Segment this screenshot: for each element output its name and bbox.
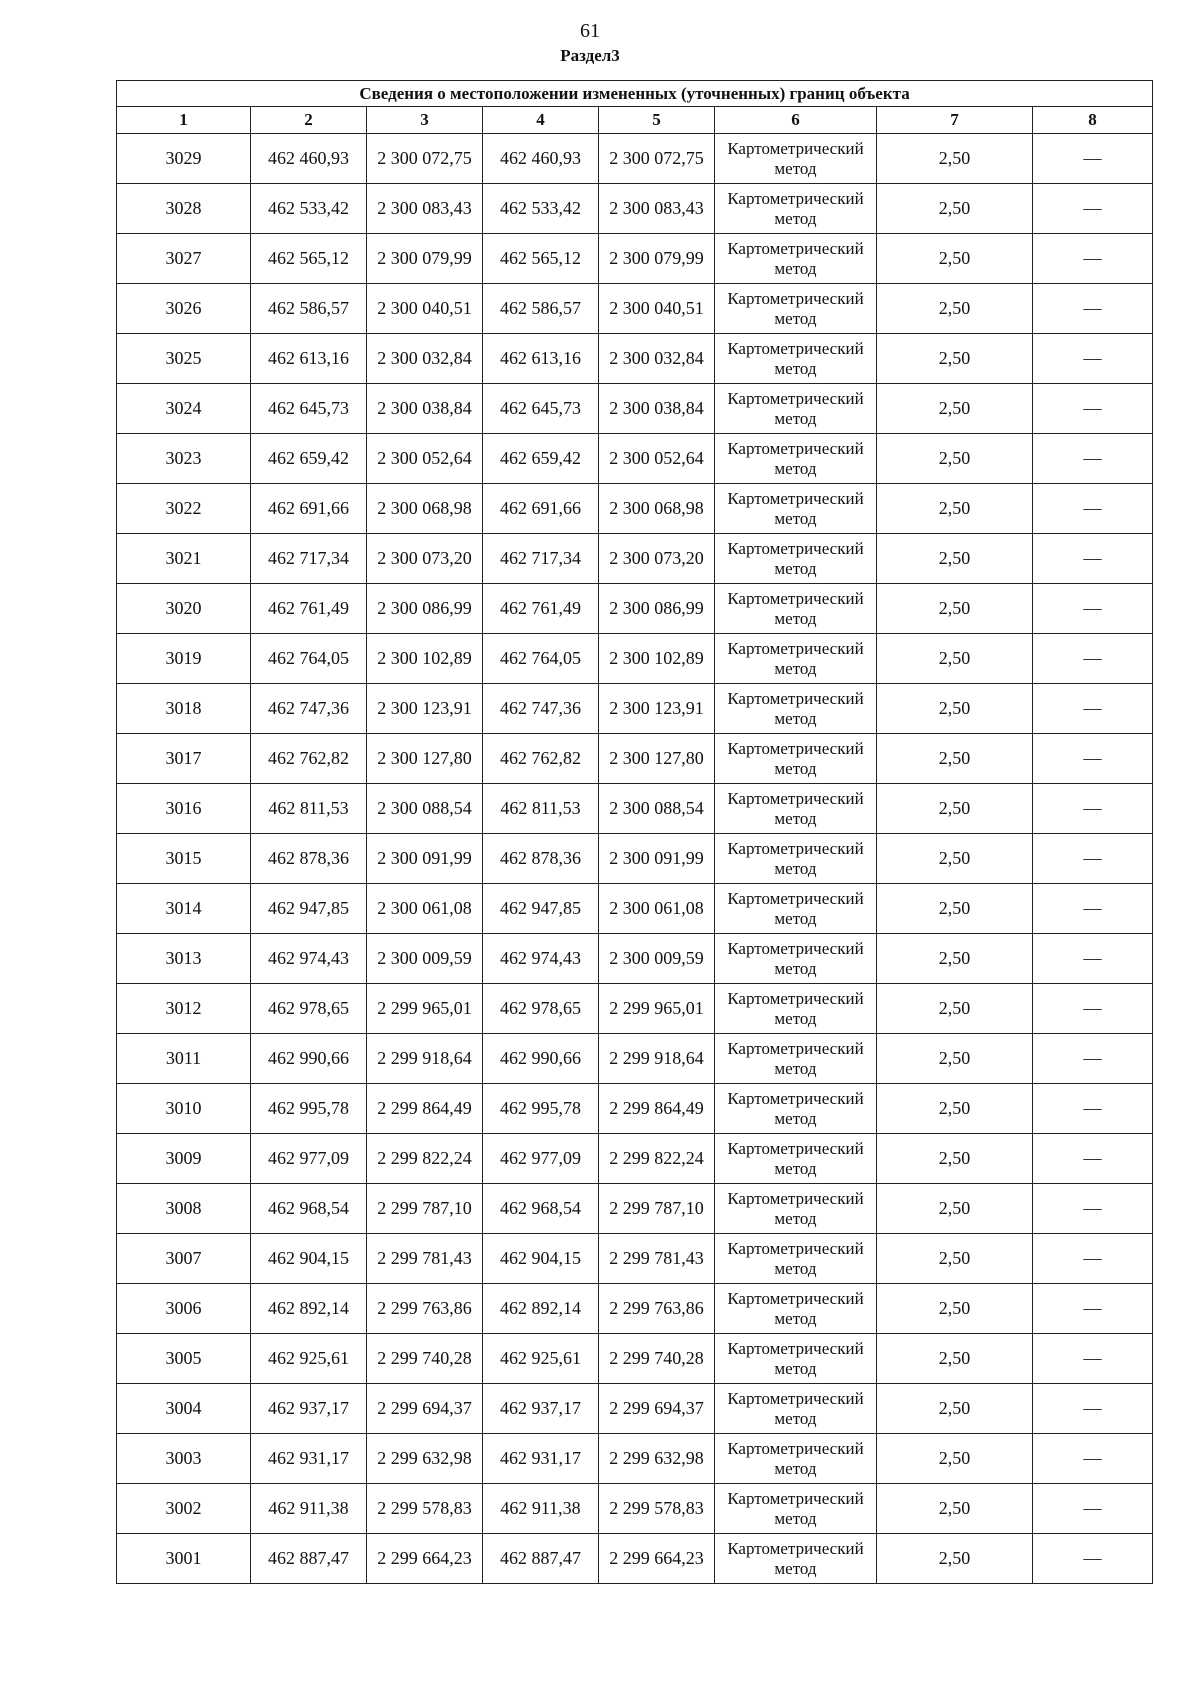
description-cell: — bbox=[1033, 1284, 1153, 1334]
table-row bbox=[117, 334, 1153, 384]
x-new-cell: 462 460,93 bbox=[483, 134, 599, 184]
x-new-cell: 462 565,12 bbox=[483, 234, 599, 284]
method-cell: Картометрический метод bbox=[715, 584, 877, 634]
point-number-cell: 3019 bbox=[117, 634, 251, 684]
y-new-cell: 2 300 079,99 bbox=[599, 234, 715, 284]
y-new-cell: 2 300 032,84 bbox=[599, 334, 715, 384]
accuracy-cell: 2,50 bbox=[877, 784, 1033, 834]
accuracy-cell: 2,50 bbox=[877, 1534, 1033, 1584]
x-new-cell: 462 659,42 bbox=[483, 434, 599, 484]
method-cell: Картометрический метод bbox=[715, 1484, 877, 1534]
point-number-cell: 3016 bbox=[117, 784, 251, 834]
method-cell: Картометрический метод bbox=[715, 184, 877, 234]
point-number-cell: 3018 bbox=[117, 684, 251, 734]
table-row bbox=[117, 534, 1153, 584]
point-number-cell: 3026 bbox=[117, 284, 251, 334]
table-row bbox=[117, 484, 1153, 534]
y-new-cell: 2 300 072,75 bbox=[599, 134, 715, 184]
x-old-cell: 462 947,85 bbox=[251, 884, 367, 934]
y-new-cell: 2 300 068,98 bbox=[599, 484, 715, 534]
point-number-cell: 3021 bbox=[117, 534, 251, 584]
accuracy-cell: 2,50 bbox=[877, 1434, 1033, 1484]
x-old-cell: 462 613,16 bbox=[251, 334, 367, 384]
y-new-cell: 2 299 763,86 bbox=[599, 1284, 715, 1334]
x-old-cell: 462 968,54 bbox=[251, 1184, 367, 1234]
y-new-cell: 2 299 694,37 bbox=[599, 1384, 715, 1434]
table-row bbox=[117, 634, 1153, 684]
table-caption: Сведения о местоположении измененных (уточненных) границ объекта bbox=[117, 81, 1153, 107]
description-cell: — bbox=[1033, 284, 1153, 334]
description-cell: — bbox=[1033, 234, 1153, 284]
x-old-cell: 462 586,57 bbox=[251, 284, 367, 334]
y-old-cell: 2 300 083,43 bbox=[367, 184, 483, 234]
table-row bbox=[117, 1184, 1153, 1234]
table-row bbox=[117, 284, 1153, 334]
x-old-cell: 462 990,66 bbox=[251, 1034, 367, 1084]
accuracy-cell: 2,50 bbox=[877, 1184, 1033, 1234]
description-cell: — bbox=[1033, 184, 1153, 234]
x-new-cell: 462 925,61 bbox=[483, 1334, 599, 1384]
y-old-cell: 2 300 127,80 bbox=[367, 734, 483, 784]
x-old-cell: 462 978,65 bbox=[251, 984, 367, 1034]
point-number-cell: 3027 bbox=[117, 234, 251, 284]
description-cell: — bbox=[1033, 734, 1153, 784]
method-cell: Картометрический метод bbox=[715, 634, 877, 684]
accuracy-cell: 2,50 bbox=[877, 884, 1033, 934]
table-row bbox=[117, 734, 1153, 784]
y-new-cell: 2 300 061,08 bbox=[599, 884, 715, 934]
table-row bbox=[117, 1434, 1153, 1484]
table-row bbox=[117, 784, 1153, 834]
table-row bbox=[117, 184, 1153, 234]
point-number-cell: 3001 bbox=[117, 1534, 251, 1584]
x-new-cell: 462 811,53 bbox=[483, 784, 599, 834]
x-old-cell: 462 811,53 bbox=[251, 784, 367, 834]
accuracy-cell: 2,50 bbox=[877, 1084, 1033, 1134]
y-new-cell: 2 300 083,43 bbox=[599, 184, 715, 234]
boundary-coordinates-table bbox=[116, 80, 1153, 1584]
accuracy-cell: 2,50 bbox=[877, 334, 1033, 384]
description-cell: — bbox=[1033, 1184, 1153, 1234]
x-new-cell: 462 887,47 bbox=[483, 1534, 599, 1584]
x-new-cell: 462 691,66 bbox=[483, 484, 599, 534]
point-number-cell: 3013 bbox=[117, 934, 251, 984]
table-row bbox=[117, 134, 1153, 184]
method-cell: Картометрический метод bbox=[715, 884, 877, 934]
description-cell: — bbox=[1033, 1434, 1153, 1484]
y-old-cell: 2 300 079,99 bbox=[367, 234, 483, 284]
point-number-cell: 3003 bbox=[117, 1434, 251, 1484]
y-old-cell: 2 299 664,23 bbox=[367, 1534, 483, 1584]
x-old-cell: 462 460,93 bbox=[251, 134, 367, 184]
point-number-cell: 3022 bbox=[117, 484, 251, 534]
y-old-cell: 2 299 965,01 bbox=[367, 984, 483, 1034]
method-cell: Картометрический метод bbox=[715, 334, 877, 384]
x-old-cell: 462 892,14 bbox=[251, 1284, 367, 1334]
accuracy-cell: 2,50 bbox=[877, 1384, 1033, 1434]
description-cell: — bbox=[1033, 1234, 1153, 1284]
y-new-cell: 2 300 127,80 bbox=[599, 734, 715, 784]
x-old-cell: 462 764,05 bbox=[251, 634, 367, 684]
y-old-cell: 2 300 088,54 bbox=[367, 784, 483, 834]
method-cell: Картометрический метод bbox=[715, 484, 877, 534]
x-old-cell: 462 925,61 bbox=[251, 1334, 367, 1384]
y-new-cell: 2 299 740,28 bbox=[599, 1334, 715, 1384]
table-row bbox=[117, 984, 1153, 1034]
column-number-row bbox=[117, 107, 1153, 134]
table-row bbox=[117, 234, 1153, 284]
column-number: 3 bbox=[367, 107, 483, 134]
description-cell: — bbox=[1033, 484, 1153, 534]
y-old-cell: 2 299 694,37 bbox=[367, 1384, 483, 1434]
x-old-cell: 462 974,43 bbox=[251, 934, 367, 984]
section-title: Раздел3 bbox=[560, 46, 620, 65]
y-new-cell: 2 300 009,59 bbox=[599, 934, 715, 984]
accuracy-cell: 2,50 bbox=[877, 534, 1033, 584]
point-number-cell: 3015 bbox=[117, 834, 251, 884]
table-row bbox=[117, 934, 1153, 984]
y-new-cell: 2 299 664,23 bbox=[599, 1534, 715, 1584]
y-old-cell: 2 300 040,51 bbox=[367, 284, 483, 334]
method-cell: Картометрический метод bbox=[715, 134, 877, 184]
x-new-cell: 462 931,17 bbox=[483, 1434, 599, 1484]
accuracy-cell: 2,50 bbox=[877, 934, 1033, 984]
point-number-cell: 3024 bbox=[117, 384, 251, 434]
method-cell: Картометрический метод bbox=[715, 1084, 877, 1134]
point-number-cell: 3002 bbox=[117, 1484, 251, 1534]
accuracy-cell: 2,50 bbox=[877, 984, 1033, 1034]
y-new-cell: 2 300 102,89 bbox=[599, 634, 715, 684]
y-new-cell: 2 300 088,54 bbox=[599, 784, 715, 834]
method-cell: Картометрический метод bbox=[715, 1034, 877, 1084]
y-old-cell: 2 299 781,43 bbox=[367, 1234, 483, 1284]
x-new-cell: 462 977,09 bbox=[483, 1134, 599, 1184]
y-old-cell: 2 299 763,86 bbox=[367, 1284, 483, 1334]
accuracy-cell: 2,50 bbox=[877, 184, 1033, 234]
method-cell: Картометрический метод bbox=[715, 984, 877, 1034]
accuracy-cell: 2,50 bbox=[877, 1034, 1033, 1084]
method-cell: Картометрический метод bbox=[715, 1134, 877, 1184]
table-row bbox=[117, 1484, 1153, 1534]
x-new-cell: 462 764,05 bbox=[483, 634, 599, 684]
x-new-cell: 462 995,78 bbox=[483, 1084, 599, 1134]
point-number-cell: 3010 bbox=[117, 1084, 251, 1134]
x-new-cell: 462 747,36 bbox=[483, 684, 599, 734]
x-old-cell: 462 761,49 bbox=[251, 584, 367, 634]
y-old-cell: 2 299 740,28 bbox=[367, 1334, 483, 1384]
accuracy-cell: 2,50 bbox=[877, 1284, 1033, 1334]
table-row bbox=[117, 834, 1153, 884]
column-number: 4 bbox=[483, 107, 599, 134]
table-row bbox=[117, 1084, 1153, 1134]
accuracy-cell: 2,50 bbox=[877, 584, 1033, 634]
y-new-cell: 2 300 040,51 bbox=[599, 284, 715, 334]
table-row bbox=[117, 434, 1153, 484]
point-number-cell: 3012 bbox=[117, 984, 251, 1034]
description-cell: — bbox=[1033, 134, 1153, 184]
method-cell: Картометрический метод bbox=[715, 934, 877, 984]
x-new-cell: 462 974,43 bbox=[483, 934, 599, 984]
accuracy-cell: 2,50 bbox=[877, 1334, 1033, 1384]
accuracy-cell: 2,50 bbox=[877, 134, 1033, 184]
y-new-cell: 2 300 086,99 bbox=[599, 584, 715, 634]
x-old-cell: 462 659,42 bbox=[251, 434, 367, 484]
method-cell: Картометрический метод bbox=[715, 284, 877, 334]
x-old-cell: 462 887,47 bbox=[251, 1534, 367, 1584]
y-old-cell: 2 299 822,24 bbox=[367, 1134, 483, 1184]
description-cell: — bbox=[1033, 1134, 1153, 1184]
x-old-cell: 462 904,15 bbox=[251, 1234, 367, 1284]
column-number: 2 bbox=[251, 107, 367, 134]
method-cell: Картометрический метод bbox=[715, 1334, 877, 1384]
y-new-cell: 2 299 965,01 bbox=[599, 984, 715, 1034]
x-old-cell: 462 645,73 bbox=[251, 384, 367, 434]
x-new-cell: 462 613,16 bbox=[483, 334, 599, 384]
description-cell: — bbox=[1033, 1034, 1153, 1084]
table-row bbox=[117, 1034, 1153, 1084]
table-row bbox=[117, 1334, 1153, 1384]
x-new-cell: 462 586,57 bbox=[483, 284, 599, 334]
x-old-cell: 462 977,09 bbox=[251, 1134, 367, 1184]
accuracy-cell: 2,50 bbox=[877, 634, 1033, 684]
method-cell: Картометрический метод bbox=[715, 1234, 877, 1284]
x-new-cell: 462 892,14 bbox=[483, 1284, 599, 1334]
description-cell: — bbox=[1033, 1484, 1153, 1534]
method-cell: Картометрический метод bbox=[715, 1284, 877, 1334]
point-number-cell: 3007 bbox=[117, 1234, 251, 1284]
table-row bbox=[117, 884, 1153, 934]
y-new-cell: 2 299 822,24 bbox=[599, 1134, 715, 1184]
x-new-cell: 462 947,85 bbox=[483, 884, 599, 934]
accuracy-cell: 2,50 bbox=[877, 234, 1033, 284]
description-cell: — bbox=[1033, 534, 1153, 584]
accuracy-cell: 2,50 bbox=[877, 734, 1033, 784]
y-old-cell: 2 300 123,91 bbox=[367, 684, 483, 734]
description-cell: — bbox=[1033, 634, 1153, 684]
x-new-cell: 462 990,66 bbox=[483, 1034, 599, 1084]
table-row bbox=[117, 1134, 1153, 1184]
y-new-cell: 2 299 578,83 bbox=[599, 1484, 715, 1534]
table-caption-row bbox=[117, 81, 1153, 107]
x-old-cell: 462 937,17 bbox=[251, 1384, 367, 1434]
y-old-cell: 2 300 072,75 bbox=[367, 134, 483, 184]
table-row bbox=[117, 1234, 1153, 1284]
table-row bbox=[117, 1534, 1153, 1584]
accuracy-cell: 2,50 bbox=[877, 434, 1033, 484]
table-row bbox=[117, 584, 1153, 634]
column-number: 7 bbox=[877, 107, 1033, 134]
accuracy-cell: 2,50 bbox=[877, 1134, 1033, 1184]
x-new-cell: 462 904,15 bbox=[483, 1234, 599, 1284]
x-new-cell: 462 937,17 bbox=[483, 1384, 599, 1434]
table-row bbox=[117, 1284, 1153, 1334]
accuracy-cell: 2,50 bbox=[877, 1484, 1033, 1534]
column-number: 1 bbox=[117, 107, 251, 134]
column-number: 5 bbox=[599, 107, 715, 134]
y-old-cell: 2 299 864,49 bbox=[367, 1084, 483, 1134]
method-cell: Картометрический метод bbox=[715, 684, 877, 734]
table-row bbox=[117, 1384, 1153, 1434]
x-old-cell: 462 878,36 bbox=[251, 834, 367, 884]
method-cell: Картометрический метод bbox=[715, 734, 877, 784]
description-cell: — bbox=[1033, 434, 1153, 484]
description-cell: — bbox=[1033, 1334, 1153, 1384]
description-cell: — bbox=[1033, 584, 1153, 634]
x-old-cell: 462 533,42 bbox=[251, 184, 367, 234]
y-new-cell: 2 300 038,84 bbox=[599, 384, 715, 434]
accuracy-cell: 2,50 bbox=[877, 1234, 1033, 1284]
accuracy-cell: 2,50 bbox=[877, 384, 1033, 434]
x-new-cell: 462 533,42 bbox=[483, 184, 599, 234]
accuracy-cell: 2,50 bbox=[877, 684, 1033, 734]
point-number-cell: 3020 bbox=[117, 584, 251, 634]
y-new-cell: 2 299 632,98 bbox=[599, 1434, 715, 1484]
method-cell: Картометрический метод bbox=[715, 434, 877, 484]
point-number-cell: 3017 bbox=[117, 734, 251, 784]
point-number-cell: 3028 bbox=[117, 184, 251, 234]
x-new-cell: 462 978,65 bbox=[483, 984, 599, 1034]
point-number-cell: 3011 bbox=[117, 1034, 251, 1084]
y-old-cell: 2 300 068,98 bbox=[367, 484, 483, 534]
method-cell: Картометрический метод bbox=[715, 384, 877, 434]
page-number: 61 bbox=[580, 20, 600, 42]
method-cell: Картометрический метод bbox=[715, 834, 877, 884]
y-old-cell: 2 299 632,98 bbox=[367, 1434, 483, 1484]
table-row bbox=[117, 684, 1153, 734]
accuracy-cell: 2,50 bbox=[877, 484, 1033, 534]
point-number-cell: 3023 bbox=[117, 434, 251, 484]
accuracy-cell: 2,50 bbox=[877, 834, 1033, 884]
y-old-cell: 2 300 038,84 bbox=[367, 384, 483, 434]
y-new-cell: 2 300 091,99 bbox=[599, 834, 715, 884]
y-new-cell: 2 299 787,10 bbox=[599, 1184, 715, 1234]
point-number-cell: 3029 bbox=[117, 134, 251, 184]
description-cell: — bbox=[1033, 384, 1153, 434]
table-row bbox=[117, 384, 1153, 434]
description-cell: — bbox=[1033, 1534, 1153, 1584]
y-old-cell: 2 299 918,64 bbox=[367, 1034, 483, 1084]
x-old-cell: 462 747,36 bbox=[251, 684, 367, 734]
y-old-cell: 2 300 061,08 bbox=[367, 884, 483, 934]
description-cell: — bbox=[1033, 784, 1153, 834]
y-old-cell: 2 300 086,99 bbox=[367, 584, 483, 634]
x-new-cell: 462 645,73 bbox=[483, 384, 599, 434]
y-new-cell: 2 299 864,49 bbox=[599, 1084, 715, 1134]
point-number-cell: 3008 bbox=[117, 1184, 251, 1234]
y-old-cell: 2 300 091,99 bbox=[367, 834, 483, 884]
point-number-cell: 3006 bbox=[117, 1284, 251, 1334]
point-number-cell: 3005 bbox=[117, 1334, 251, 1384]
x-old-cell: 462 995,78 bbox=[251, 1084, 367, 1134]
method-cell: Картометрический метод bbox=[715, 784, 877, 834]
column-number: 6 bbox=[715, 107, 877, 134]
x-old-cell: 462 762,82 bbox=[251, 734, 367, 784]
x-new-cell: 462 878,36 bbox=[483, 834, 599, 884]
description-cell: — bbox=[1033, 984, 1153, 1034]
x-new-cell: 462 761,49 bbox=[483, 584, 599, 634]
y-old-cell: 2 300 032,84 bbox=[367, 334, 483, 384]
description-cell: — bbox=[1033, 834, 1153, 884]
y-new-cell: 2 300 073,20 bbox=[599, 534, 715, 584]
y-new-cell: 2 300 123,91 bbox=[599, 684, 715, 734]
y-old-cell: 2 299 578,83 bbox=[367, 1484, 483, 1534]
method-cell: Картометрический метод bbox=[715, 534, 877, 584]
column-number: 8 bbox=[1033, 107, 1153, 134]
accuracy-cell: 2,50 bbox=[877, 284, 1033, 334]
x-new-cell: 462 968,54 bbox=[483, 1184, 599, 1234]
point-number-cell: 3009 bbox=[117, 1134, 251, 1184]
point-number-cell: 3004 bbox=[117, 1384, 251, 1434]
x-old-cell: 462 691,66 bbox=[251, 484, 367, 534]
y-old-cell: 2 300 052,64 bbox=[367, 434, 483, 484]
method-cell: Картометрический метод bbox=[715, 234, 877, 284]
point-number-cell: 3025 bbox=[117, 334, 251, 384]
x-old-cell: 462 717,34 bbox=[251, 534, 367, 584]
y-old-cell: 2 300 102,89 bbox=[367, 634, 483, 684]
y-old-cell: 2 300 009,59 bbox=[367, 934, 483, 984]
method-cell: Картометрический метод bbox=[715, 1534, 877, 1584]
description-cell: — bbox=[1033, 934, 1153, 984]
y-old-cell: 2 300 073,20 bbox=[367, 534, 483, 584]
description-cell: — bbox=[1033, 1384, 1153, 1434]
table-body bbox=[117, 134, 1153, 1584]
description-cell: — bbox=[1033, 684, 1153, 734]
x-old-cell: 462 931,17 bbox=[251, 1434, 367, 1484]
description-cell: — bbox=[1033, 884, 1153, 934]
point-number-cell: 3014 bbox=[117, 884, 251, 934]
y-new-cell: 2 300 052,64 bbox=[599, 434, 715, 484]
x-new-cell: 462 717,34 bbox=[483, 534, 599, 584]
y-old-cell: 2 299 787,10 bbox=[367, 1184, 483, 1234]
description-cell: — bbox=[1033, 334, 1153, 384]
method-cell: Картометрический метод bbox=[715, 1184, 877, 1234]
x-old-cell: 462 911,38 bbox=[251, 1484, 367, 1534]
description-cell: — bbox=[1033, 1084, 1153, 1134]
x-new-cell: 462 762,82 bbox=[483, 734, 599, 784]
method-cell: Картометрический метод bbox=[715, 1434, 877, 1484]
x-old-cell: 462 565,12 bbox=[251, 234, 367, 284]
y-new-cell: 2 299 781,43 bbox=[599, 1234, 715, 1284]
y-new-cell: 2 299 918,64 bbox=[599, 1034, 715, 1084]
method-cell: Картометрический метод bbox=[715, 1384, 877, 1434]
x-new-cell: 462 911,38 bbox=[483, 1484, 599, 1534]
